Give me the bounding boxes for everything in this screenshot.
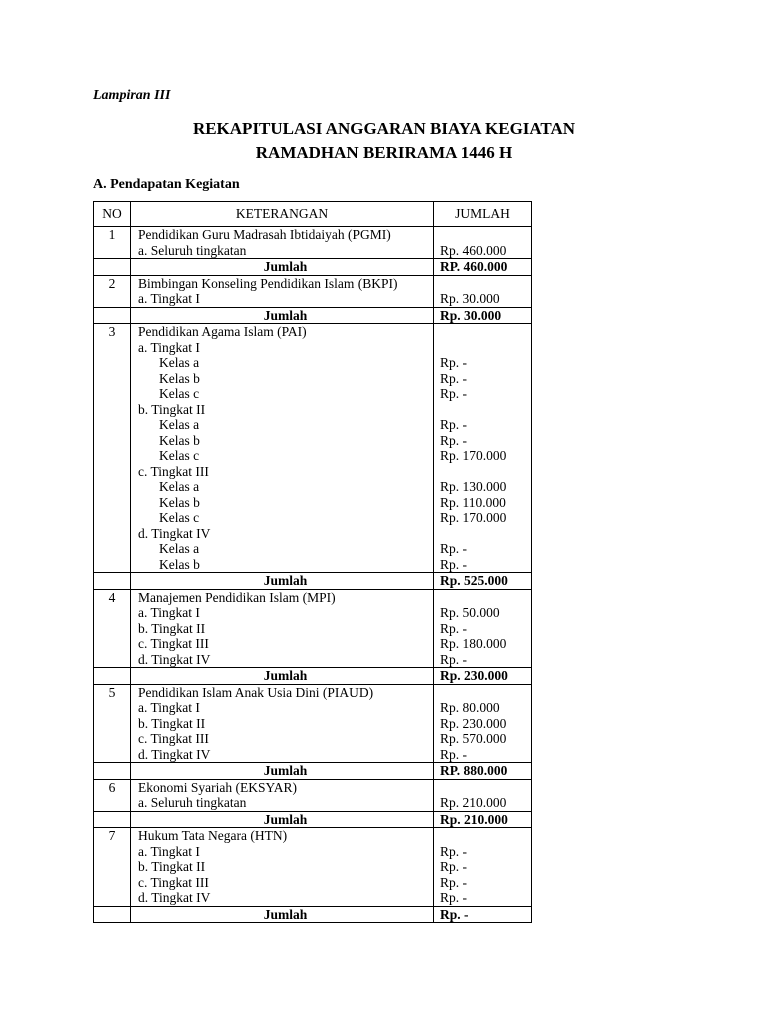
row-amount: Rp. 210.000 [434,795,532,811]
row-amount: Rp. 50.000 [434,605,532,621]
row-amount: Rp. 80.000 [434,700,532,716]
row-number-cell [94,844,131,860]
total-number-cell [94,307,131,324]
row-number-cell [94,495,131,511]
row-number-cell [94,700,131,716]
table-row [94,636,532,652]
row-number-cell [94,371,131,387]
row-amount: Rp. - [434,541,532,557]
table-row [94,605,532,621]
row-number: 7 [94,828,131,844]
row-label: Kelas b [131,557,434,573]
row-number-cell [94,605,131,621]
row-amount: Rp. 170.000 [434,510,532,526]
total-label: Jumlah [131,763,434,780]
program-amount [434,324,532,340]
row-number-cell [94,355,131,371]
row-amount: Rp. 180.000 [434,636,532,652]
table-row-total [94,668,532,685]
row-number-cell [94,716,131,732]
row-label: Kelas a [131,417,434,433]
row-label: c. Tingkat III [131,875,434,891]
row-number-cell [94,795,131,811]
row-label: a. Tingkat I [131,291,434,307]
row-number: 6 [94,779,131,795]
table-row-total [94,307,532,324]
row-label: Kelas c [131,386,434,402]
table-row [94,386,532,402]
row-number-cell [94,340,131,356]
row-amount: Rp. 130.000 [434,479,532,495]
table-row-program [94,779,532,795]
row-amount [434,526,532,542]
row-number-cell [94,448,131,464]
total-amount: RP. 460.000 [434,259,532,276]
table-row-program [94,828,532,844]
row-label: Kelas b [131,371,434,387]
row-number-cell [94,557,131,573]
row-number-cell [94,747,131,763]
row-amount: Rp. - [434,859,532,875]
row-number-cell [94,859,131,875]
row-number-cell [94,291,131,307]
program-amount [434,275,532,291]
program-name: Pendidikan Islam Anak Usia Dini (PIAUD) [131,684,434,700]
table-header-row [94,202,532,227]
table-row [94,355,532,371]
table-row [94,417,532,433]
row-amount [434,402,532,418]
row-amount: Rp. - [434,844,532,860]
row-number-cell [94,731,131,747]
table-row-program [94,684,532,700]
table-row [94,844,532,860]
row-number-cell [94,417,131,433]
total-number-cell [94,763,131,780]
table-row-program [94,227,532,243]
row-amount: Rp. - [434,890,532,906]
row-label: d. Tingkat IV [131,890,434,906]
row-number-cell [94,243,131,259]
row-number-cell [94,541,131,557]
row-number-cell [94,479,131,495]
table-row [94,652,532,668]
row-label: c. Tingkat III [131,731,434,747]
table-row [94,433,532,449]
table-row [94,557,532,573]
table-row-program [94,589,532,605]
row-label: a. Seluruh tingkatan [131,795,434,811]
row-amount: Rp. - [434,417,532,433]
program-amount [434,779,532,795]
row-amount: Rp. - [434,433,532,449]
table-row [94,371,532,387]
row-number-cell [94,636,131,652]
row-number: 2 [94,275,131,291]
table-row [94,700,532,716]
row-amount: Rp. 460.000 [434,243,532,259]
table-row-total [94,259,532,276]
total-label: Jumlah [131,259,434,276]
table-row-program [94,275,532,291]
total-amount: Rp. 30.000 [434,307,532,324]
row-amount: Rp. - [434,386,532,402]
table-row [94,291,532,307]
row-label: b. Tingkat II [131,859,434,875]
table-row [94,448,532,464]
row-amount [434,340,532,356]
program-amount [434,684,532,700]
row-label: a. Seluruh tingkatan [131,243,434,259]
table-row [94,340,532,356]
table-row [94,510,532,526]
table-row-total [94,763,532,780]
row-number-cell [94,875,131,891]
row-amount: Rp. - [434,355,532,371]
row-amount: Rp. - [434,747,532,763]
program-name: Bimbingan Konseling Pendidikan Islam (BKPI) [131,275,434,291]
row-number-cell [94,621,131,637]
total-number-cell [94,668,131,685]
row-amount: Rp. 30.000 [434,291,532,307]
row-label: c. Tingkat III [131,464,434,480]
row-amount: Rp. - [434,371,532,387]
program-name: Ekonomi Syariah (EKSYAR) [131,779,434,795]
table-row-program [94,324,532,340]
program-amount [434,227,532,243]
row-label: d. Tingkat IV [131,747,434,763]
row-amount: Rp. 170.000 [434,448,532,464]
row-number-cell [94,402,131,418]
total-amount: Rp. 210.000 [434,811,532,828]
row-label: b. Tingkat II [131,716,434,732]
table-row [94,747,532,763]
row-number-cell [94,386,131,402]
total-label: Jumlah [131,307,434,324]
row-number: 1 [94,227,131,243]
table-row [94,464,532,480]
row-amount: Rp. - [434,875,532,891]
document-title-line-1: REKAPITULASI ANGGARAN BIAYA KEGIATAN [192,119,576,138]
total-number-cell [94,811,131,828]
row-number: 3 [94,324,131,340]
row-amount: Rp. 230.000 [434,716,532,732]
program-amount [434,589,532,605]
program-name: Manajemen Pendidikan Islam (MPI) [131,589,434,605]
row-label: Kelas c [131,448,434,464]
total-amount: Rp. 230.000 [434,668,532,685]
total-number-cell [94,259,131,276]
table-row [94,716,532,732]
table-row [94,621,532,637]
document-title-line-2: RAMADHAN BERIRAMA 1446 H [255,143,513,162]
section-heading: A. Pendapatan Kegiatan [93,177,240,192]
table-row [94,541,532,557]
header-keterangan: KETERANGAN [131,202,434,227]
row-amount [434,464,532,480]
total-number-cell [94,573,131,590]
header-jumlah: JUMLAH [434,202,532,227]
table-row [94,495,532,511]
row-label: Kelas a [131,541,434,557]
program-name: Hukum Tata Negara (HTN) [131,828,434,844]
row-amount: Rp. - [434,621,532,637]
row-label: b. Tingkat II [131,621,434,637]
attachment-label: Lampiran III [93,88,171,103]
row-label: Kelas a [131,479,434,495]
table-row-total [94,811,532,828]
row-label: d. Tingkat IV [131,652,434,668]
row-label: d. Tingkat IV [131,526,434,542]
table-body [94,227,532,923]
total-label: Jumlah [131,668,434,685]
row-number-cell [94,526,131,542]
row-label: c. Tingkat III [131,636,434,652]
table-row [94,526,532,542]
program-name: Pendidikan Agama Islam (PAI) [131,324,434,340]
table-row [94,859,532,875]
row-number-cell [94,510,131,526]
table-row [94,731,532,747]
program-amount [434,828,532,844]
total-label: Jumlah [131,811,434,828]
row-label: a. Tingkat I [131,844,434,860]
table-row [94,402,532,418]
total-label: Jumlah [131,906,434,923]
row-label: Kelas b [131,495,434,511]
row-amount: Rp. - [434,557,532,573]
row-amount: Rp. 570.000 [434,731,532,747]
row-label: Kelas a [131,355,434,371]
table-row-total [94,906,532,923]
row-number-cell [94,652,131,668]
row-label: a. Tingkat I [131,605,434,621]
program-name: Pendidikan Guru Madrasah Ibtidaiyah (PGMI) [131,227,434,243]
row-number: 4 [94,589,131,605]
row-label: Kelas c [131,510,434,526]
budget-table [93,201,532,923]
table-row [94,875,532,891]
total-label: Jumlah [131,573,434,590]
total-amount: Rp. - [434,906,532,923]
table-row [94,795,532,811]
row-label: a. Tingkat I [131,700,434,716]
row-number-cell [94,464,131,480]
row-label: b. Tingkat II [131,402,434,418]
header-no: NO [94,202,131,227]
total-amount: RP. 880.000 [434,763,532,780]
row-label: Kelas b [131,433,434,449]
row-number-cell [94,433,131,449]
row-number: 5 [94,684,131,700]
row-label: a. Tingkat I [131,340,434,356]
table-row [94,890,532,906]
table-row-total [94,573,532,590]
row-number-cell [94,890,131,906]
row-amount: Rp. 110.000 [434,495,532,511]
total-number-cell [94,906,131,923]
total-amount: Rp. 525.000 [434,573,532,590]
table-row [94,243,532,259]
table-row [94,479,532,495]
row-amount: Rp. - [434,652,532,668]
